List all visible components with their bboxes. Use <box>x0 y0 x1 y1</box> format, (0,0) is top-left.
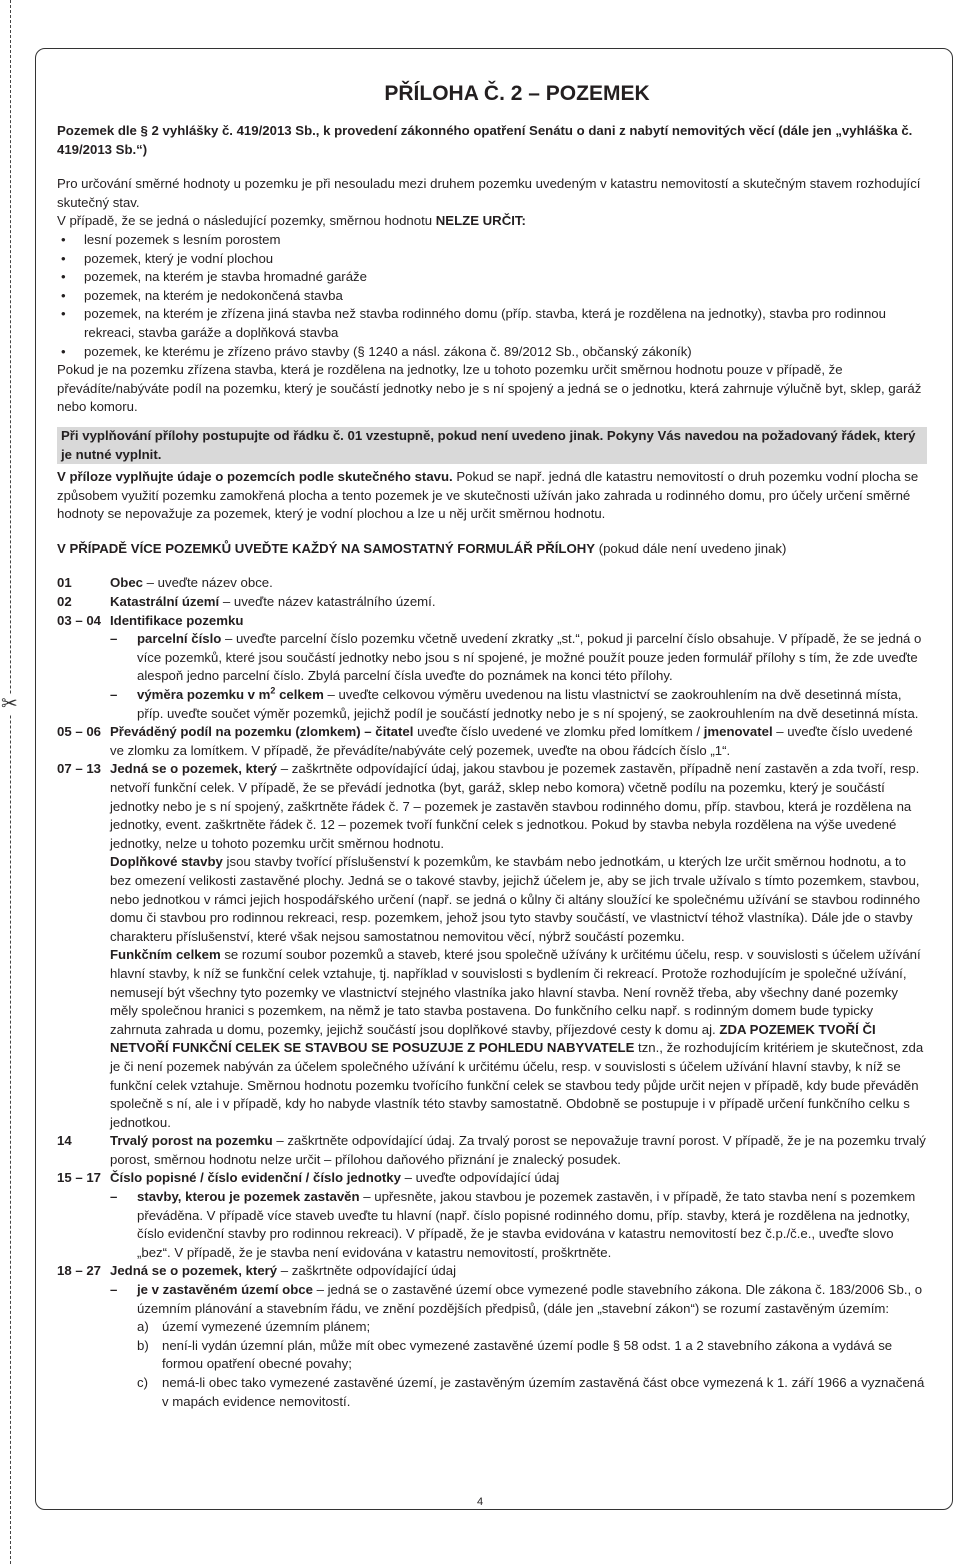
list-item: • pozemek, který je vodní plochou <box>57 250 927 269</box>
paragraph-actual-state: Pro určování směrné hodnoty u pozemku je při nesouladu mezi druhem pozemku uvedeným v katastru nemovitostí a skutečným stavem rozhodující skutečný stav. <box>57 176 921 210</box>
list-item: • lesní pozemek s lesním porostem <box>57 231 927 250</box>
list-item: • pozemek, na kterém je nedokončená stavba <box>57 287 927 306</box>
list-item-a: a) území vymezené územním plánem; <box>137 1319 371 1335</box>
list-item-c: c) nemá-li obec tako vymezené zastavěné území, je zastavěným územím zastavěná část obce vymezená k 1. září 1966 a vyznačená v mapách evidence nemovitostí. <box>137 1375 925 1409</box>
row-03-04: 03 – 04 Identifikace pozemku <box>57 612 244 628</box>
paragraph-units: Pokud je na pozemku zřízena stavba, která je rozdělena na jednotky, lze u tohoto pozemku určit směrnou hodnotu pouze v případě, že převádíte/nabýváte podíl na pozemku, který je součástí jednotky nebo je s ní spojený a jedná se o jednotku, která zahrnuje výlučně byt, sklep, garáž nebo komoru. <box>57 362 922 415</box>
intro-paragraph: Pozemek dle § 2 vyhlášky č. 419/2013 Sb., k provedení zákonného opatření Senátu o dani z nabytí nemovitých věcí (dále jen „vyhláška č. 419/2013 Sb.“) <box>57 123 913 157</box>
row-18-27: 18 – 27 Jedná se o pozemek, který – zaškrtněte odpovídající údaj <box>57 1263 456 1279</box>
page-title: PŘÍLOHA Č. 2 – POZEMEK <box>384 82 650 105</box>
row-14: 14 Trvalý porost na pozemku – zaškrtněte odpovídající údaj. Za trvalý porost se nepovažuje travní porost. V případě, že je na pozemku trvalý porost, směrnou hodnotu nelze určit – přílohou daňového přiznání je znalecký posudek. <box>57 1133 926 1167</box>
row-15-17: 15 – 17 Číslo popisné / číslo evidenční / číslo jednotky – uveďte odpovídající údaj <box>57 1170 560 1186</box>
list-item: • pozemek, ke kterému je zřízeno právo stavby (§ 1240 a násl. zákona č. 89/2012 Sb., občanský zákoník) <box>57 343 927 362</box>
row-07-13-functional-unit: Funkčním celkem se rozumí soubor pozemků a staveb, které jsou společně užívány k určitému účelu, resp. v souvislosti s účelem užívání hlavní stavby, k níž se funkční celek vztahuje, tj. například v souvislosti s bydlením či rekreací. Protože rozhodujícím je společné užívání, nemusejí být všechny tyto pozemky ve vlastnictví stejného vlastníka jako hlavní stavba. Není rovněž třeba, aby všechny dané pozemky měly společnou hranici s pozemkem, na němž je tato stavba postavena. Do funkčního celku např. s rodinným domem bude typicky zahrnuta zahrada u domu, pozemky, jejichž součástí jsou doplňkové stavby, příjezdové cesty k domu aj. ZDA POZEMEK TVOŘÍ ČI NETVOŘÍ FUNKČNÍ CELEK SE STAVBOU SE POSUZUJE Z POHLEDU NABYVATELE tzn., že rozhodujícím kritériem je skutečnost, zda je či není pozemek nabýván za účelem společného užívání k určitému účelu, resp. v souvislosti s účelem užívání hlavní stavby, k níž se funkční celek vztahuje. Směrnou hodnotu pozemku tvořícího funkční celek se stavbou tedy půjde určit nejen v případě, kdy bude převáděn společně s ní, ale i v případě, kdy ho nabyde vlastník této stavby samostatně. Obdobně se postupuje i v případě určení funkčního celku s jednotkou. <box>110 947 924 1130</box>
instruction-box: Při vyplňování přílohy postupujte od řádku č. 01 vzestupně, pokud není uvedeno jinak. Pokyny Vás navedou na požadovaný řádek, který je nutné vyplnit. <box>57 427 927 464</box>
row-05-06: 05 – 06 Převáděný podíl na pozemku (zlomkem) – čitatel uveďte číslo uvedené ve zlomku před lomítkem / jmenovatel – uveďte číslo uvedené ve zlomku za lomítkem. V případě, že převádíte/nabýváte celý pozemek, uveďte na obou řádcích číslo „1“. <box>57 724 913 758</box>
row-03-04-parcel-number: – parcelní číslo – uveďte parcelní číslo pozemku včetně uvedení zkratky „st.“, pokud ji parcelní číslo obsahuje. V případě, že se jedná o více pozemků, které jsou součástí jednotky nebo jsou s ní spojené, je možné použít pouze jeden formulář přílohy s tím, že zde uveďte alespoň jedno parcelní číslo. Zbylá parcelní čísla uveďte do poznámek na konci této přílohy. <box>110 631 922 684</box>
row-15-17-building: – stavby, kterou je pozemek zastavěn – upřesněte, jakou stavbou je pozemek zastavěn, i v případě, že tato stavba není s pozemkem převáděna. V případě více staveb uveďte tu hlavní (např. číslo popisné rodinného domu, příp. stavby, která je rozdělena na jednotky, číslo evidenční stavby pro rodinnou rekreaci). V případě, že je stavba evidována v katastru nemovitostí bez č.p./č.e., uveďte slovo „bez“. V případě, že je stavba není evidována v katastru nemovitostí, proškrtněte. <box>110 1189 916 1260</box>
paragraph-multiple-parcels: V PŘÍPADĚ VÍCE POZEMKŮ UVEĎTE KAŽDÝ NA SAMOSTATNÝ FORMULÁŘ PŘÍLOHY (pokud dále není uvedeno jinak) <box>57 540 787 556</box>
cut-line <box>10 0 11 1564</box>
page-number: 4 <box>476 1496 484 1508</box>
row-07-13-additional-buildings: Doplňkové stavby jsou stavby tvořící příslušenství k pozemkům, ke stavbám nebo jednotkám, u kterých lze určit směrnou hodnotu, a to bez omezení velikosti zastavěné plochy. Jedná se o takové stavby, jejichž účelem je, aby se jich trvale užívalo s tímto pozemkem, stavbou, nebo jednotkou v rámci jejich hospodářského určení (např. se jedná o kůlny či altány sloužící ke společnému užívání se stavbou rodinného domu či stavbou pro rodinnou rekreaci, resp. pozemkem, jehož jsou tyto stavby součástí, ve vlastnictví téhož vlastníka). Dále jde o stavby charakteru příslušenství, které však nejsou samostatnou nemovitou věcí, nýbrž součástí pozemku. <box>110 854 921 944</box>
document-body <box>57 80 927 1411</box>
excluded-list <box>57 231 927 361</box>
list-item: • pozemek, na kterém je zřízena jiná stavba než stavba rodinného domu (příp. stavba, která je rozdělena na jednotky), stavba pro rodinnou rekreaci, stavba garáže a doplňková stavba <box>57 305 927 342</box>
list-item-b: b) není-li vydán územní plán, může mít obec vymezené zastavěné území podle § 58 odst. 1 a 2 stavebního zákona a vydává se formou opatření obecné povahy; <box>137 1337 893 1372</box>
row-07-13: 07 – 13 Jedná se o pozemek, který – zaškrtněte odpovídající údaj, jakou stavbou je pozemek zastavěn, případně není zastavěn a zda tvoří, resp. netvoří funkční celek. V případě, že se převádí jednotka (byt, garáž, sklep nebo komora) včetně podílu na pozemku, který je součástí jednotky nebo je s ní spojený, zaškrtněte řádek č. 7 – pozemek je zastavěn stavbou rodinného domu, příp. stavbou, která je rozdělena na jednotky, event. zaškrtněte řádek č. 12 – pozemek tvoří funkční celek s jednotkou. Pokud by stavba nebyla rozdělena na výše uvedené jednotky, nelze u tohoto pozemku určit směrnou hodnotu. <box>57 761 920 851</box>
row-02: 02 Katastrální území – uveďte název katastrálního území. <box>57 594 436 610</box>
row-18-27-built-up-area: – je v zastavěném území obce – jedná se o zastavěné území obce vymezené podle stavebního zákona. Dle zákona č. 183/2006 Sb., o územním plánování a stavebním řádu, ve znění pozdějších předpisů, (dále jen „stavební zákon“) se rozumí zastavěným územím: <box>110 1282 923 1316</box>
row-01: 01 Obec – uveďte název obce. <box>57 575 273 591</box>
paragraph-cannot-determine: V případě, že se jedná o následující pozemky, směrnou hodnotu NELZE URČIT: <box>57 213 526 229</box>
paragraph-actual-data: V příloze vyplňujte údaje o pozemcích podle skutečného stavu. Pokud se např. jedná dle katastru nemovitostí o druh pozemku vodní plocha se způsobem využití pozemku zamokřená plocha a tento pozemek je ve skutečnosti užíván jako zahrada u rodinného domu, pro účely určení směrné hodnoty se nepovažuje za pozemek, který je vodní plochou a lze u něj určit směrnou hodnotu. <box>57 469 919 522</box>
list-item: • pozemek, na kterém je stavba hromadné garáže <box>57 268 927 287</box>
scissors-icon: ✂ <box>1 693 18 715</box>
row-03-04-area: – výměra pozemku v $m^2$ celkem – uveďte celkovou výměru uvedenou na listu vlastnictví se zaokrouhlením na dvě desetinná místa, příp. uveďte součet výměr pozemků, jejichž podíl je součástí jednotky nebo je s ní spojený, se zaokrouhlením na dvě desetinná místa. <box>110 685 919 721</box>
